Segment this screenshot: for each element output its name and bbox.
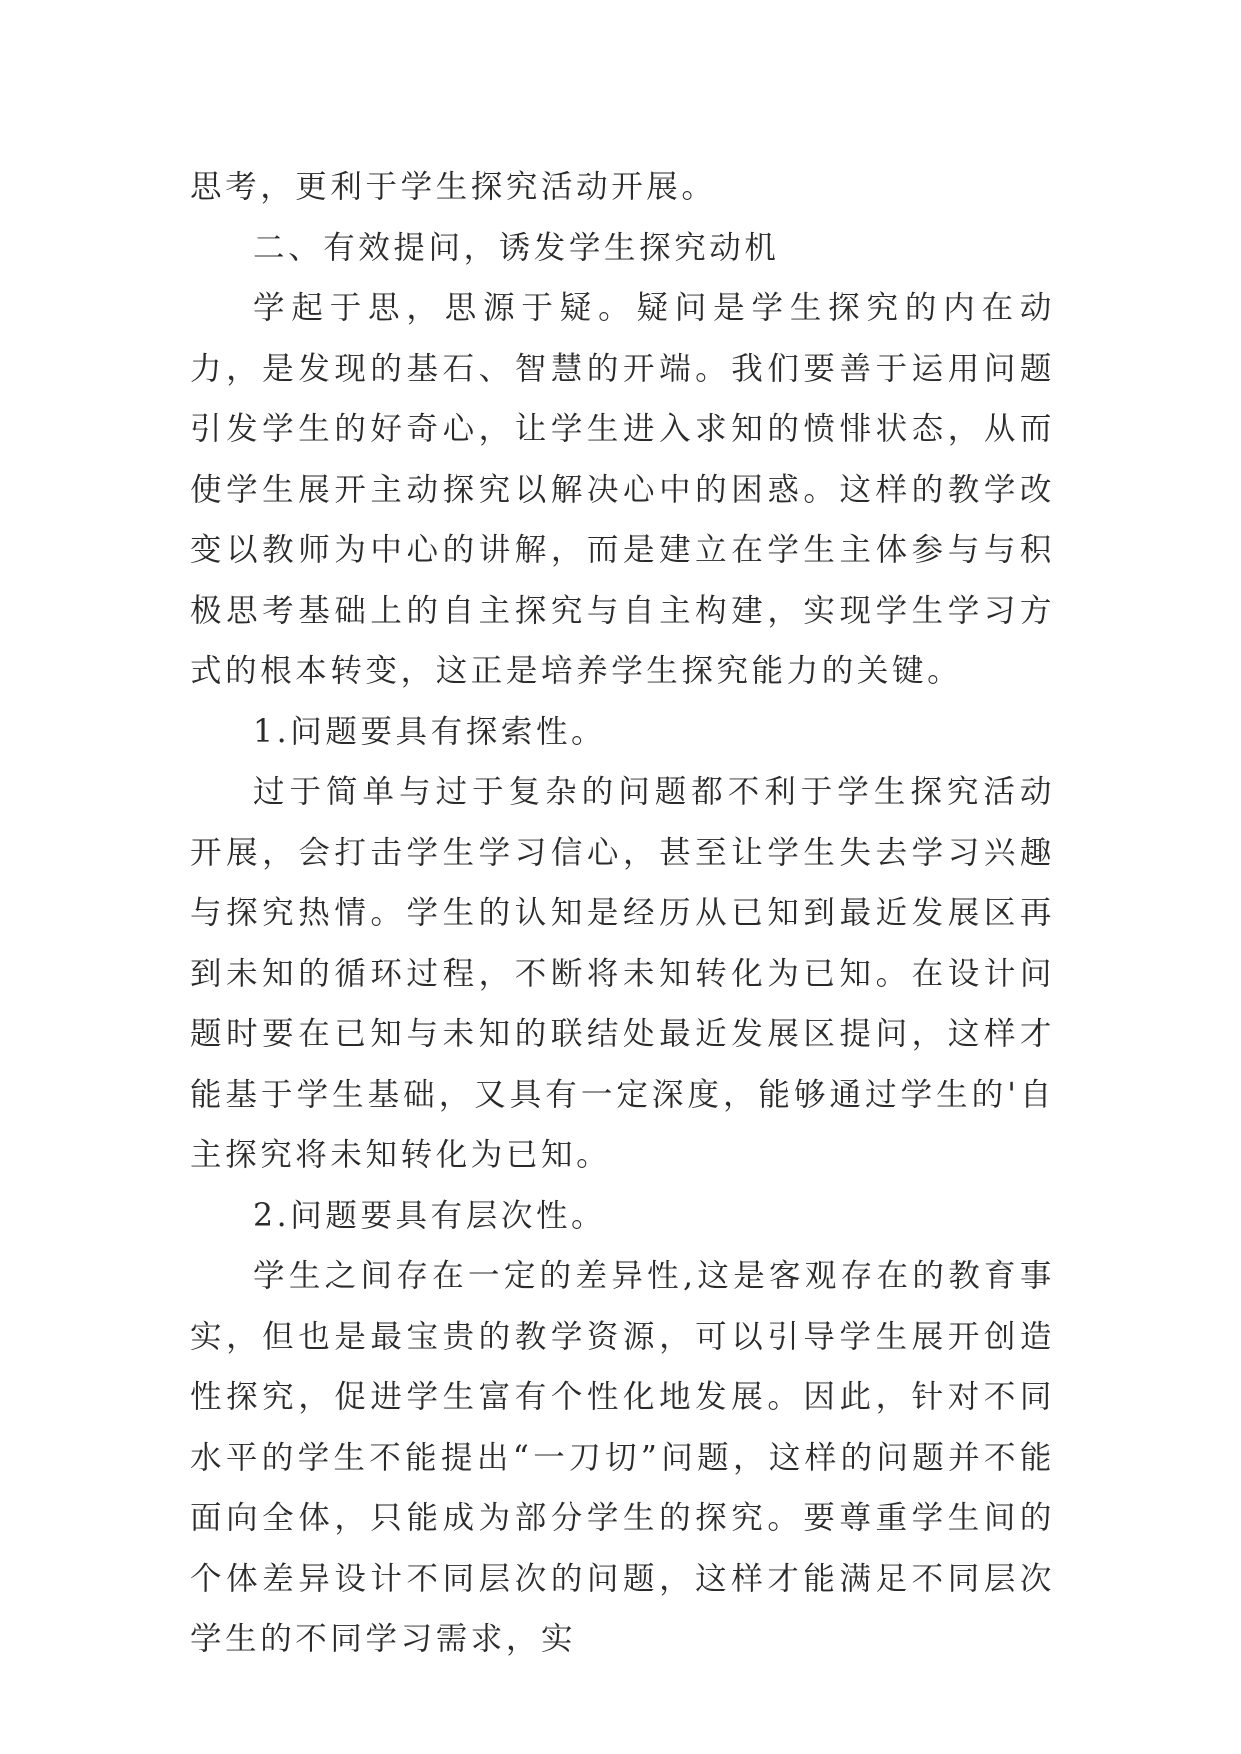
paragraph: 学起于思，思源于疑。疑问是学生探究的内在动力，是发现的基石、智慧的开端。我们要善于运用问题引发学生的好奇心，让学生进入求知的愤悱状态，从而使学生展开主动探究以解决心中的困惑。这样的教学改变以教师为中心的讲解，而是建立在学生主体参与与积极思考基础上的自主探究与自主构建，实现学生学习方式的根本转变，这正是培养学生探究能力的关键。: [190, 290, 1055, 689]
subheading: 2.问题要具有层次性。: [253, 1197, 607, 1234]
document-body: [190, 157, 1055, 1670]
section-heading: 二、有效提问，诱发学生探究动机: [253, 229, 780, 266]
paragraph: 过于简单与过于复杂的问题都不利于学生探究活动开展，会打击学生学习信心，甚至让学生失去学习兴趣与探究热情。学生的认知是经历从已知到最近发展区再到未知的循环过程，不断将未知转化为已知。在设计问题时要在已知与未知的联结处最近发展区提问，这样才能基于学生基础，又具有一定深度，能够通过学生的'自主探究将未知转化为已知。: [190, 774, 1055, 1173]
subheading: 1.问题要具有探索性。: [253, 713, 607, 750]
paragraph-continuation: 思考，更利于学生探究活动开展。: [190, 169, 717, 205]
paragraph: 学生之间存在一定的差异性,这是客观存在的教育事实，但也是最宝贵的教学资源，可以引导学生展开创造性探究，促进学生富有个性化地发展。因此，针对不同水平的学生不能提出“一刀切”问题，这样的问题并不能面向全体，只能成为部分学生的探究。要尊重学生间的个体差异设计不同层次的问题，这样才能满足不同层次学生的不同学习需求，实: [190, 1258, 1055, 1657]
